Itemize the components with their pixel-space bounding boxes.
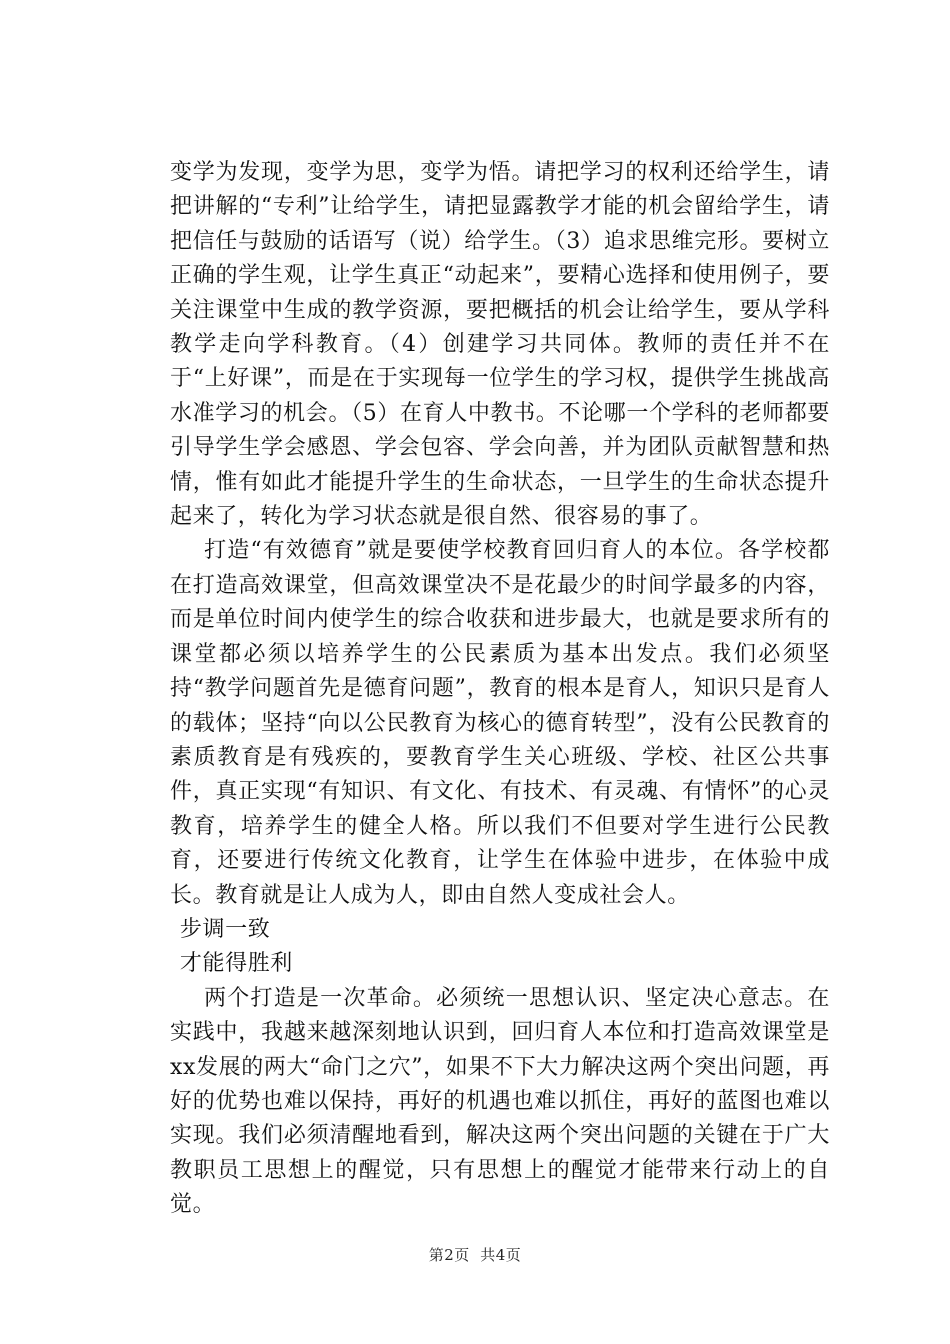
- page-number-footer: 第2页 共4页: [428, 1246, 522, 1264]
- document-body: [170, 156, 830, 1223]
- section-heading-line-1: 步调一致: [179, 916, 271, 942]
- body-paragraph-3: 两个打造是一次革命。必须统一思想认识、坚定决心意志。在实践中，我越来越深刻地认识到，回归育人本位和打造高效课堂是xx发展的两大“命门之穴”，如果不下大力解决这两个突出问题，再好的优势也难以保持，再好的机遇也难以抓住，再好的蓝图也难以实现。我们必须清醒地看到，解决这两个突出问题的关键在于广大教职员工思想上的醒觉，只有思想上的醒觉才能带来行动上的自觉。: [170, 985, 830, 1218]
- section-heading-line-2: 才能得胜利: [179, 951, 293, 977]
- body-paragraph-1: 变学为发现，变学为思，变学为悟。请把学习的权利还给学生，请把讲解的“专利”让给学生，请把显露教学才能的机会留给学生，请把信任与鼓励的话语写（说）给学生。（3）追求思维完形。要树立正确的学生观，让学生真正“动起来”，要精心选择和使用例子，要关注课堂中生成的教学资源，要把概括的机会让给学生，要从学科教学走向学科教育。（4）创建学习共同体。教师的责任并不在于“上好课”，而是在于实现每一位学生的学习权，提供学生挑战高水准学习的机会。（5）在育人中教书。不论哪一个学科的老师都要引导学生学会感恩、学会包容、学会向善，并为团队贡献智慧和热情，惟有如此才能提升学生的生命状态，一旦学生的生命状态提升起来了，转化为学习状态就是很自然、很容易的事了。: [170, 160, 830, 530]
- body-paragraph-2: 打造“有效德育”就是要使学校教育回归育人的本位。各学校都在打造高效课堂，但高效课堂决不是花最少的时间学最多的内容，而是单位时间内使学生的综合收获和进步最大，也就是要求所有的课堂都必须以培养学生的公民素质为基本出发点。我们必须坚持“教学问题首先是德育问题”，教育的根本是育人，知识只是育人的载体；坚持“向以公民教育为核心的德育转型”，没有公民教育的素质教育是有残疾的，要教育学生关心班级、学校、社区公共事件，真正实现“有知识、有文化、有技术、有灵魂、有情怀”的心灵教育，培养学生的健全人格。所以我们不但要对学生进行公民教育，还要进行传统文化教育，让学生在体验中进步，在体验中成长。教育就是让人成为人，即由自然人变成社会人。: [170, 538, 830, 908]
